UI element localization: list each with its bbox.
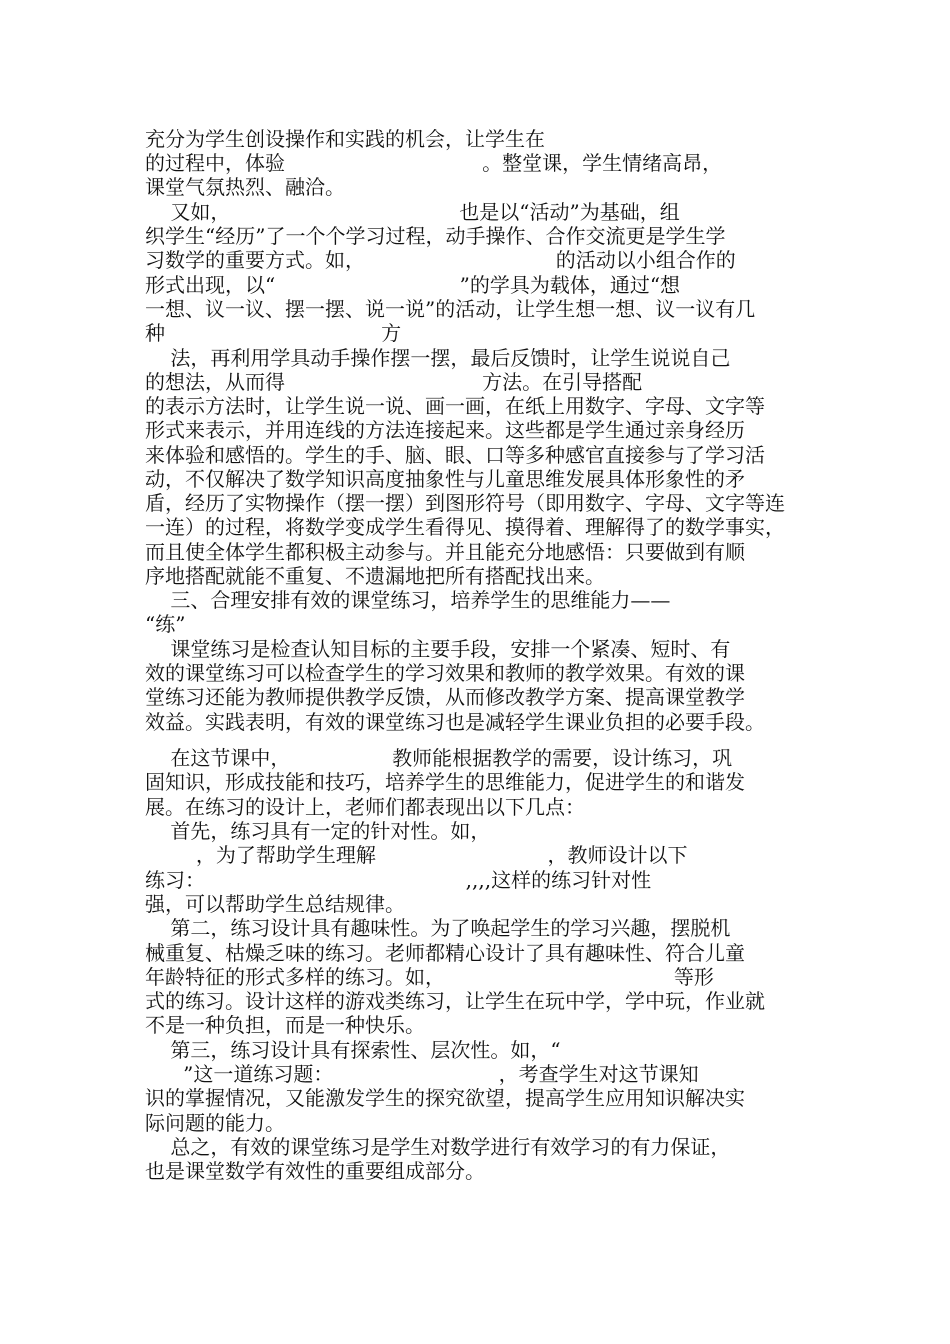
text-line-content: 首先，练习具有一定的针对性。如，	[145, 819, 491, 843]
text-line	[145, 770, 815, 794]
text-line-content: 课堂练习是检查认知目标的主要手段，安排一个紧凑、短时、有	[145, 637, 731, 661]
text-line-content: 的想法，从而得 方法。在引导搭配	[145, 370, 643, 394]
text-line	[145, 151, 815, 175]
text-line	[145, 916, 815, 940]
text-line-content: 固知识，形成技能和技巧，培养学生的思维能力，促进学生的和谐发	[145, 770, 745, 794]
text-line-content: 第三，练习设计具有探索性、层次性。如，“	[145, 1038, 561, 1062]
text-line-content: “练”	[145, 612, 186, 636]
text-line	[145, 685, 815, 709]
text-line-content: 盾，经历了实物操作（摆一摆）到图形符号（即用数字、字母、文字等连	[145, 491, 785, 515]
text-line	[145, 637, 815, 661]
text-line	[145, 868, 815, 892]
text-line	[145, 746, 815, 770]
text-line	[145, 564, 815, 588]
text-line-content: ”这一道练习题： ，考查学生对这节课知	[145, 1062, 699, 1086]
text-line-content: 效的课堂练习可以检查学生的学习效果和教师的教学效果。有效的课	[145, 661, 745, 685]
text-line	[145, 418, 815, 442]
text-line	[145, 443, 815, 467]
text-line-content: 而且使全体学生都积极主动参与。并且能充分地感悟：只要做到有顺	[145, 540, 745, 564]
text-line-content: 一连）的过程，将数学变成学生看得见、摸得着、理解得了的数学事实，	[145, 515, 785, 539]
text-line	[145, 1013, 815, 1037]
text-line	[145, 346, 815, 370]
text-line-content: 堂练习还能为教师提供教学反馈，从而修改教学方案、提高课堂教学	[145, 685, 745, 709]
text-line	[145, 661, 815, 685]
text-line	[145, 989, 815, 1013]
text-line	[145, 321, 815, 345]
text-line	[145, 1135, 815, 1159]
text-line	[145, 515, 815, 539]
text-line	[145, 819, 815, 843]
text-line-content: 习数学的重要方式。如， 的活动以小组合作的	[145, 248, 736, 272]
text-line	[145, 127, 815, 151]
text-line-content: 识的掌握情况，又能激发学生的探究欲望，提高学生应用知识解决实	[145, 1086, 745, 1110]
text-line-content: 年龄特征的形式多样的练习。如， 等形	[145, 965, 714, 989]
text-line-content: 式的练习。设计这样的游戏类练习，让学生在玩中学，学中玩，作业就	[145, 989, 765, 1013]
text-line-content: 课堂气氛热烈、融洽。	[145, 175, 345, 199]
text-line	[145, 297, 815, 321]
text-line	[145, 394, 815, 418]
text-line-content: 种 方	[145, 321, 402, 345]
text-line	[145, 540, 815, 564]
text-line-content: 三、合理安排有效的课堂练习，培养学生的思维能力——	[145, 588, 671, 612]
text-line-content: 总之，有效的课堂练习是学生对数学进行有效学习的有力保证，	[145, 1135, 731, 1159]
text-line-content: 效益。实践表明，有效的课堂练习也是减轻学生课业负担的必要手段。	[145, 710, 765, 734]
text-line	[145, 795, 815, 819]
text-line-content: 动，不仅解决了数学知识高度抽象性与儿童思维发展具体形象性的矛	[145, 467, 745, 491]
text-line	[145, 248, 815, 272]
text-line-content: 强，可以帮助学生总结规律。	[145, 892, 405, 916]
text-line	[145, 491, 815, 515]
text-line-content: 也是课堂数学有效性的重要组成部分。	[145, 1159, 485, 1183]
text-line-content: 练习： ,,,,这样的练习针对性	[145, 868, 652, 892]
text-line-content: 法，再利用学具动手操作摆一摆，最后反馈时，让学生说说自己	[145, 346, 731, 370]
text-line-content: 织学生“经历”了一个个学习过程，动手操作、合作交流更是学生学	[145, 224, 726, 248]
text-line-content: 第二，练习设计具有趣味性。为了唤起学生的学习兴趣，摆脱机	[145, 916, 731, 940]
text-line	[145, 1038, 815, 1062]
text-line	[145, 1086, 815, 1110]
text-line	[145, 467, 815, 491]
text-line-content: 际问题的能力。	[145, 1111, 285, 1135]
text-line-content: 充分为学生创设操作和实践的机会，让学生在	[145, 127, 545, 151]
text-line	[145, 965, 815, 989]
text-line-content: 不是一种负担，而是一种快乐。	[145, 1013, 425, 1037]
text-line	[145, 370, 815, 394]
text-line	[145, 1062, 815, 1086]
text-line	[145, 200, 815, 224]
text-line-content: 械重复、枯燥乏味的练习。老师都精心设计了具有趣味性、符合儿童	[145, 941, 745, 965]
text-line-content: 形式出现，以“ ”的学具为载体，通过“想	[145, 273, 681, 297]
text-line	[145, 224, 815, 248]
text-line	[145, 843, 815, 867]
text-line	[145, 892, 815, 916]
text-line	[145, 273, 815, 297]
text-line-content: 的过程中，体验 。整堂课，学生情绪高昂，	[145, 151, 723, 175]
text-line-content: 形式来表示，并用连线的方法连接起来。这些都是学生通过亲身经历	[145, 418, 745, 442]
text-line	[145, 175, 815, 199]
text-line-content: 来体验和感悟的。学生的手、脑、眼、口等多种感官直接参与了学习活	[145, 443, 765, 467]
text-line	[145, 588, 815, 612]
text-line-content: 在这节课中， 教师能根据教学的需要，设计练习，巩	[145, 746, 733, 770]
text-line-content: 一想、议一议、摆一摆、说一说”的活动，让学生想一想、议一议有几	[145, 297, 756, 321]
text-line	[145, 1159, 815, 1183]
text-line	[145, 612, 815, 636]
text-line	[145, 941, 815, 965]
text-line-content: 的表示方法时，让学生说一说、画一画，在纸上用数字、字母、文字等	[145, 394, 765, 418]
text-line-content: 展。在练习的设计上，老师们都表现出以下几点：	[145, 795, 585, 819]
text-line	[145, 710, 815, 734]
text-line-content: 又如， 也是以“活动”为基础，组	[145, 200, 680, 224]
text-line	[145, 1111, 815, 1135]
text-line-content: 序地搭配就能不重复、不遗漏地把所有搭配找出来。	[145, 564, 605, 588]
text-line-content: ，为了帮助学生理解 ，教师设计以下	[145, 843, 688, 867]
